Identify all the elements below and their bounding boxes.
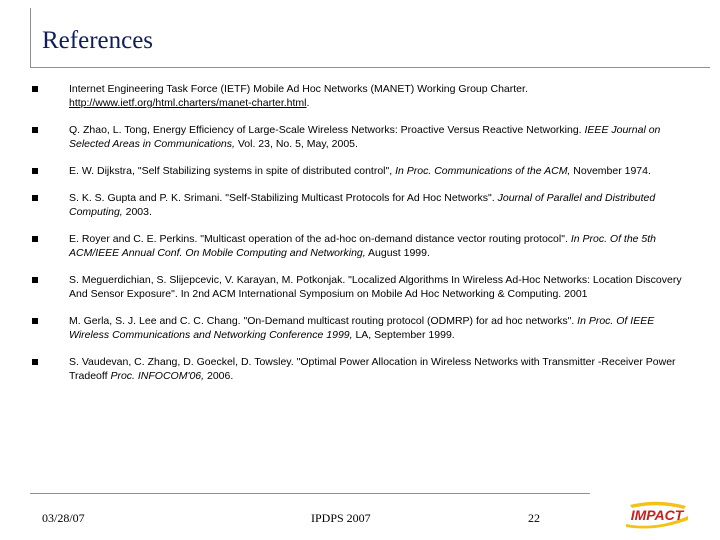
bullet-icon [32,168,38,174]
footer-rule [30,493,590,494]
logo-wordmark: IMPACT [630,507,684,523]
impact-logo-icon [622,500,692,530]
reference-item: Internet Engineering Task Force (IETF) Mobile Ad Hoc Networks (MANET) Working Group Charter. http://www.ietf.org/html.charters/manet-charter.html. [32,82,682,110]
reference-item [32,355,682,383]
bullet-icon [32,359,38,365]
title-horizontal-rule [30,67,710,68]
reference-details: 2006. [206,370,234,382]
bullet-icon [32,86,38,92]
slide-title: References [42,27,154,54]
reference-text: E. W. Dijkstra, "Self Stabilizing systems in spite of distributed control", [69,165,393,177]
footer-date: 03/28/07 [42,511,85,525]
reference-details: Vol. 23, No. 5, May, 2005. [237,138,358,150]
bullet-icon [32,127,38,133]
reference-list [32,82,682,383]
reference-venue: Journal of Parallel and Distributed Computing, [69,192,656,218]
bullet-icon [32,195,38,201]
title-vertical-rule [30,8,31,68]
reference-venue: In Proc. Of IEEE Wireless Communications and Networking Conference 1999, [69,315,655,341]
reference-venue: IEEE Journal on Selected Areas in Communications, [69,124,661,150]
reference-venue: In Proc. Communications of the ACM, [395,165,571,177]
manet-charter-link[interactable]: http://www.ietf.org/html.charters/manet-charter.html [69,97,307,109]
bullet-icon [32,318,38,324]
reference-text: Q. Zhao, L. Tong, Energy Efficiency of Large-Scale Wireless Networks: Proactive Versus Reactive Networking. [69,124,582,136]
reference-venue: Proc. INFOCOM'06, [110,370,205,382]
reference-details: August 1999. [368,247,430,259]
reference-text: Internet Engineering Task Force (IETF) Mobile Ad Hoc Networks (MANET) Working Group Charter. [69,83,528,95]
reference-details: LA, September 1999. [355,329,455,341]
reference-item [32,232,682,260]
footer-conference: IPDPS 2007 [311,511,371,525]
reference-text: M. Gerla, S. J. Lee and C. C. Chang. "On-Demand multicast routing protocol (ODMRP) for ad hoc networks". [69,315,575,327]
bullet-icon [32,277,38,283]
footer-page-number: 22 [528,511,540,525]
reference-item [32,123,682,151]
reference-item [32,191,682,219]
reference-item [32,273,682,301]
reference-venue: In Proc. Of the 5th ACM/IEEE Annual Conf. On Mobile Computing and Networking, [69,233,657,259]
reference-text: S. Vaudevan, C. Zhang, D. Goeckel, D. Towsley. "Optimal Power Allocation in Wireless Networks with Transmitter -Receiver Power Tradeoff [69,356,676,382]
bullet-icon [32,236,38,242]
reference-item [32,314,682,342]
reference-text: E. Royer and C. E. Perkins. "Multicast operation of the ad-hoc on-demand distance vector routing protocol". [69,233,568,245]
reference-details: November 1974. [573,165,651,177]
reference-item [32,164,682,178]
reference-details: 2003. [125,206,152,218]
reference-text: S. K. S. Gupta and P. K. Srimani. "Self-Stabilizing Multicast Protocols for Ad Hoc Networks". [69,192,495,204]
reference-text: S. Meguerdichian, S. Slijepcevic, V. Karayan, M. Potkonjak. "Localized Algorithms In Wireless Ad-Hoc Networks: Location Discovery And Sensor Exposure". In 2nd ACM International Symposium on Mobile Ad Hoc Networking & Computing. 2001 [69,274,682,300]
